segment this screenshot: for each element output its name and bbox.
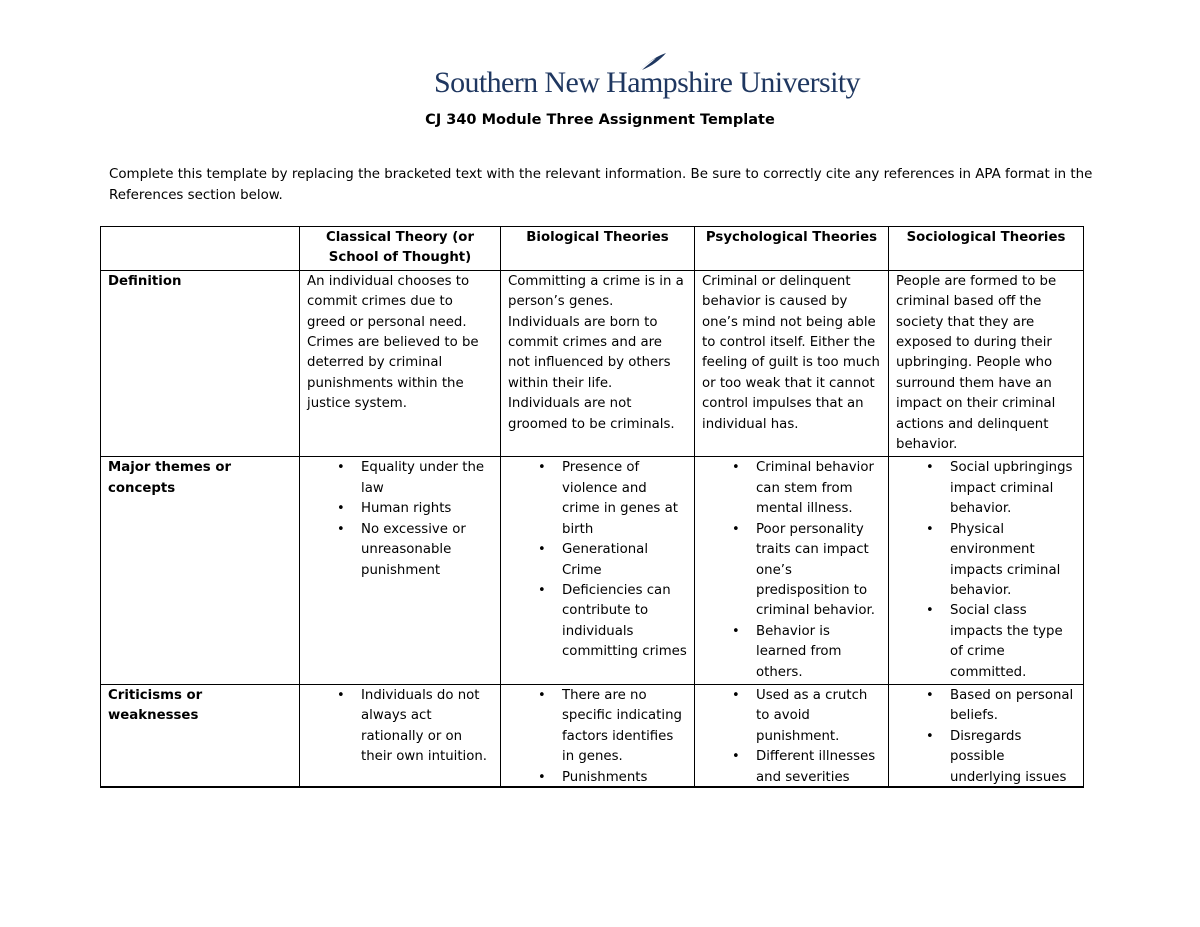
bullet-icon: • (926, 728, 934, 744)
definition-classical: An individual chooses to commit crimes due to greed or personal need. Crimes are believed to be deterred by criminal punishments within the justice system. (300, 270, 501, 457)
quill-icon (634, 52, 668, 76)
bullet-icon: • (926, 521, 934, 537)
criticisms-row (101, 684, 1084, 787)
bullet-icon: • (337, 521, 345, 537)
list-item: • Used as a crutch to avoid punishment. (732, 687, 868, 744)
list-item: • Social class impacts the type of crime committed. (926, 603, 1063, 680)
list-item: • There are no specific indicating factors identifies in genes. (538, 687, 682, 765)
instructions-text: Complete this template by replacing the bracketed text with the relevant information. Be sure to correctly cite any references in APA format in the References section below. (109, 167, 1093, 203)
criticisms-sociological (889, 684, 1084, 787)
criticisms-biological (501, 684, 695, 787)
bullet-icon: • (732, 749, 740, 765)
theories-table (100, 226, 1084, 788)
header-psychological: Psychological Theories (695, 227, 889, 271)
university-logo (434, 52, 860, 104)
header-sociological: Sociological Theories (889, 227, 1084, 271)
themes-psychological (695, 457, 889, 684)
themes-sociological (889, 457, 1084, 684)
row-label-definition: Definition (101, 270, 300, 457)
themes-row (101, 457, 1084, 684)
list-item: • Criminal behavior can stem from mental illness. (732, 460, 874, 517)
list-item: • Deficiencies can contribute to individuals committing crimes (538, 582, 687, 660)
header-cell-empty (101, 227, 300, 271)
logo-wordmark: Southern New Hampshire University (434, 66, 860, 99)
list-item: • Based on personal beliefs. (926, 687, 1074, 724)
list-item: • Behavior is learned from others. (732, 623, 842, 680)
list-item: • No excessive or unreasonable punishment (337, 521, 466, 578)
header-row (101, 227, 1084, 271)
bullet-icon: • (926, 687, 934, 703)
list-item: • Poor personality traits can impact one’s predisposition to criminal behavior. (732, 521, 875, 619)
bullet-icon: • (538, 542, 546, 558)
themes-classical (300, 457, 501, 684)
page-title: CJ 340 Module Three Assignment Template (425, 112, 775, 128)
bullet-icon: • (538, 769, 546, 785)
definition-row (101, 270, 1084, 457)
list-item: • Presence of violence and crime in genes at birth (538, 460, 678, 537)
bullet-icon: • (926, 460, 934, 476)
list-item: • Individuals do not always act rationally or on their own intuition. (337, 687, 488, 765)
bullet-icon: • (538, 460, 546, 476)
list-item: • Disregards possible underlying issues (926, 728, 1067, 785)
bullet-icon: • (538, 582, 546, 598)
definition-biological: Committing a crime is in a person’s genes. Individuals are born to commit crimes and are not influenced by others within their life. Individuals are not groomed to be criminals. (501, 270, 695, 457)
themes-biological (501, 457, 695, 684)
bullet-icon: • (538, 687, 546, 703)
list-item: • Human rights (307, 499, 493, 519)
header-classical: Classical Theory (or School of Thought) (300, 227, 501, 271)
bullet-icon: • (732, 687, 740, 703)
list-item: • Social upbringings impact criminal behavior. (926, 460, 1073, 517)
criticisms-classical (300, 684, 501, 787)
row-label-criticisms: Criticisms or weaknesses (101, 684, 300, 787)
bullet-icon: • (732, 623, 740, 639)
header-biological: Biological Theories (501, 227, 695, 271)
criticisms-psychological (695, 684, 889, 787)
list-item: • Different illnesses and severities (732, 749, 876, 785)
bullet-icon: • (732, 460, 740, 476)
list-item: • Physical environment impacts criminal behavior. (926, 521, 1061, 598)
list-item: • Equality under the law (337, 460, 485, 496)
bullet-icon: • (732, 521, 740, 537)
bullet-icon: • (337, 501, 345, 517)
list-item: • Punishments (508, 768, 687, 785)
bullet-icon: • (337, 687, 345, 703)
definition-psychological: Criminal or delinquent behavior is caused by one’s mind not being able to control itself. Either the feeling of guilt is too much or too weak that it cannot control impulses that an individual has. (695, 270, 889, 457)
row-label-themes: Major themes or concepts (101, 457, 300, 684)
definition-sociological: People are formed to be criminal based off the society that they are exposed to during their upbringing. People who surround them have an impact on their criminal actions and delinquent behavior. (889, 270, 1084, 457)
bullet-icon: • (926, 603, 934, 619)
list-item: • Generational Crime (538, 542, 649, 578)
bullet-icon: • (337, 460, 345, 476)
